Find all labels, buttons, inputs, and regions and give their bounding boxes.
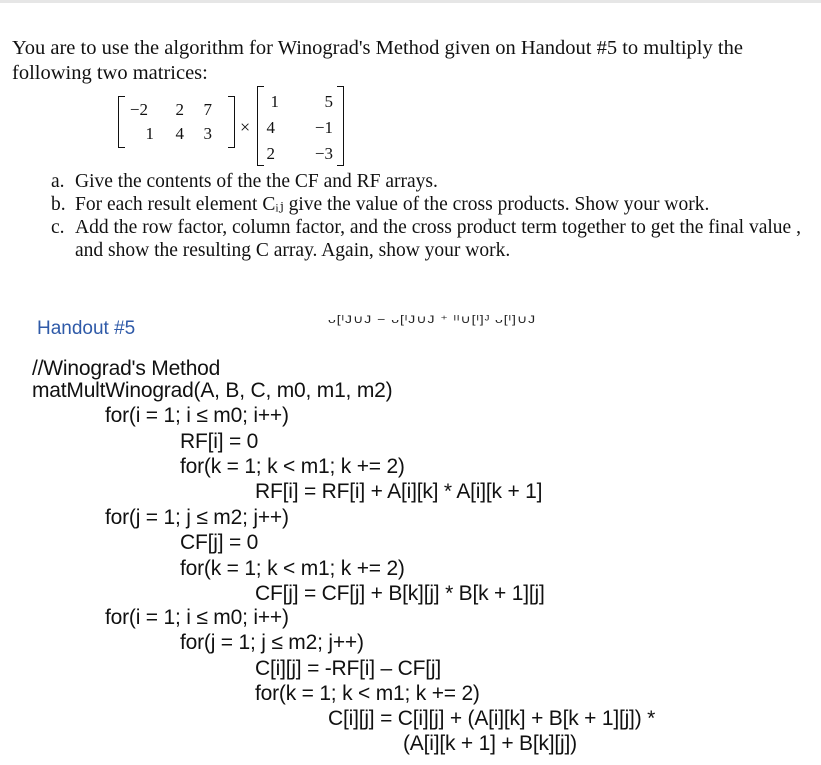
code-line: C[i][j] = C[i][j] + (A[i][k] + B[k + 1][j]) * [328, 707, 656, 730]
matrix-b-cell: 1 [270, 92, 279, 111]
matrix-b-cell: −3 [314, 144, 333, 163]
matrix-a-cell: 7 [203, 100, 212, 119]
matrix-b-cell: 2 [266, 144, 275, 163]
code-line: for(k = 1; k < m1; k += 2) [180, 557, 405, 580]
top-border [0, 0, 821, 3]
question-label: b. [51, 194, 66, 215]
question-list [51, 170, 801, 262]
cropped-header-text: ᴗ[ᴵJ∪J − ᴗ[ᴵJ∪J ⁺ ᴵᴵ∪[ᴵ]ᴶ ᴗ[ᴵ]∪J [328, 312, 537, 326]
question-label: a. [51, 171, 65, 192]
code-line: for(k = 1; k < m1; k += 2) [255, 682, 480, 705]
question-item [51, 216, 801, 262]
code-line: for(j = 1; j ≤ m2; j++) [105, 506, 289, 529]
problem-intro: You are to use the algorithm for Winograd's Method given on Handout #5 to multiply the following two matrices: [12, 37, 743, 84]
matrix-a-cell: 3 [203, 124, 212, 143]
matrix-b-right-bracket [337, 86, 344, 166]
matrix-b-cell: 5 [324, 92, 333, 111]
question-text: Add the row factor, column factor, and the cross product term together to get the final value , and show the resulting C array. Again, show your work. [75, 217, 801, 261]
code-line: RF[i] = 0 [180, 430, 259, 453]
matrix-b-cell: 4 [266, 118, 275, 137]
matrix-a-cell: 1 [145, 124, 154, 143]
matrix-b-cell: −1 [314, 118, 333, 137]
question-item [51, 170, 801, 193]
code-line: C[i][j] = -RF[i] – CF[j] [255, 657, 441, 680]
question-text: Give the contents of the the CF and RF arrays. [75, 171, 438, 192]
matrix-a-cell: 4 [175, 124, 184, 143]
times-symbol: × [240, 117, 251, 137]
question-item [51, 193, 801, 216]
matrix-a-cell: 2 [175, 100, 184, 119]
code-line: for(k = 1; k < m1; k += 2) [180, 455, 405, 478]
code-line: for(j = 1; j ≤ m2; j++) [180, 631, 364, 654]
code-line: for(i = 1; i ≤ m0; i++) [105, 404, 289, 427]
matrix-a-right-bracket [228, 96, 235, 148]
code-comment: //Winograd's Method [32, 357, 221, 380]
question-label: c. [51, 217, 65, 238]
code-line: RF[i] = RF[i] + A[i][k] * A[i][k + 1] [255, 480, 543, 503]
question-text: For each result element Cᵢⱼ give the value of the cross products. Show your work. [75, 194, 710, 215]
code-signature: matMultWinograd(A, B, C, m0, m1, m2) [32, 379, 393, 402]
code-line: for(i = 1; i ≤ m0; i++) [105, 606, 289, 629]
handout-title: Handout #5 [37, 318, 136, 339]
code-line: CF[j] = 0 [180, 531, 259, 554]
code-line: (A[i][k + 1] + B[k][j]) [403, 732, 577, 755]
code-line: CF[j] = CF[j] + B[k][j] * B[k + 1][j] [255, 582, 545, 605]
matrix-a-cell: −2 [129, 100, 148, 119]
